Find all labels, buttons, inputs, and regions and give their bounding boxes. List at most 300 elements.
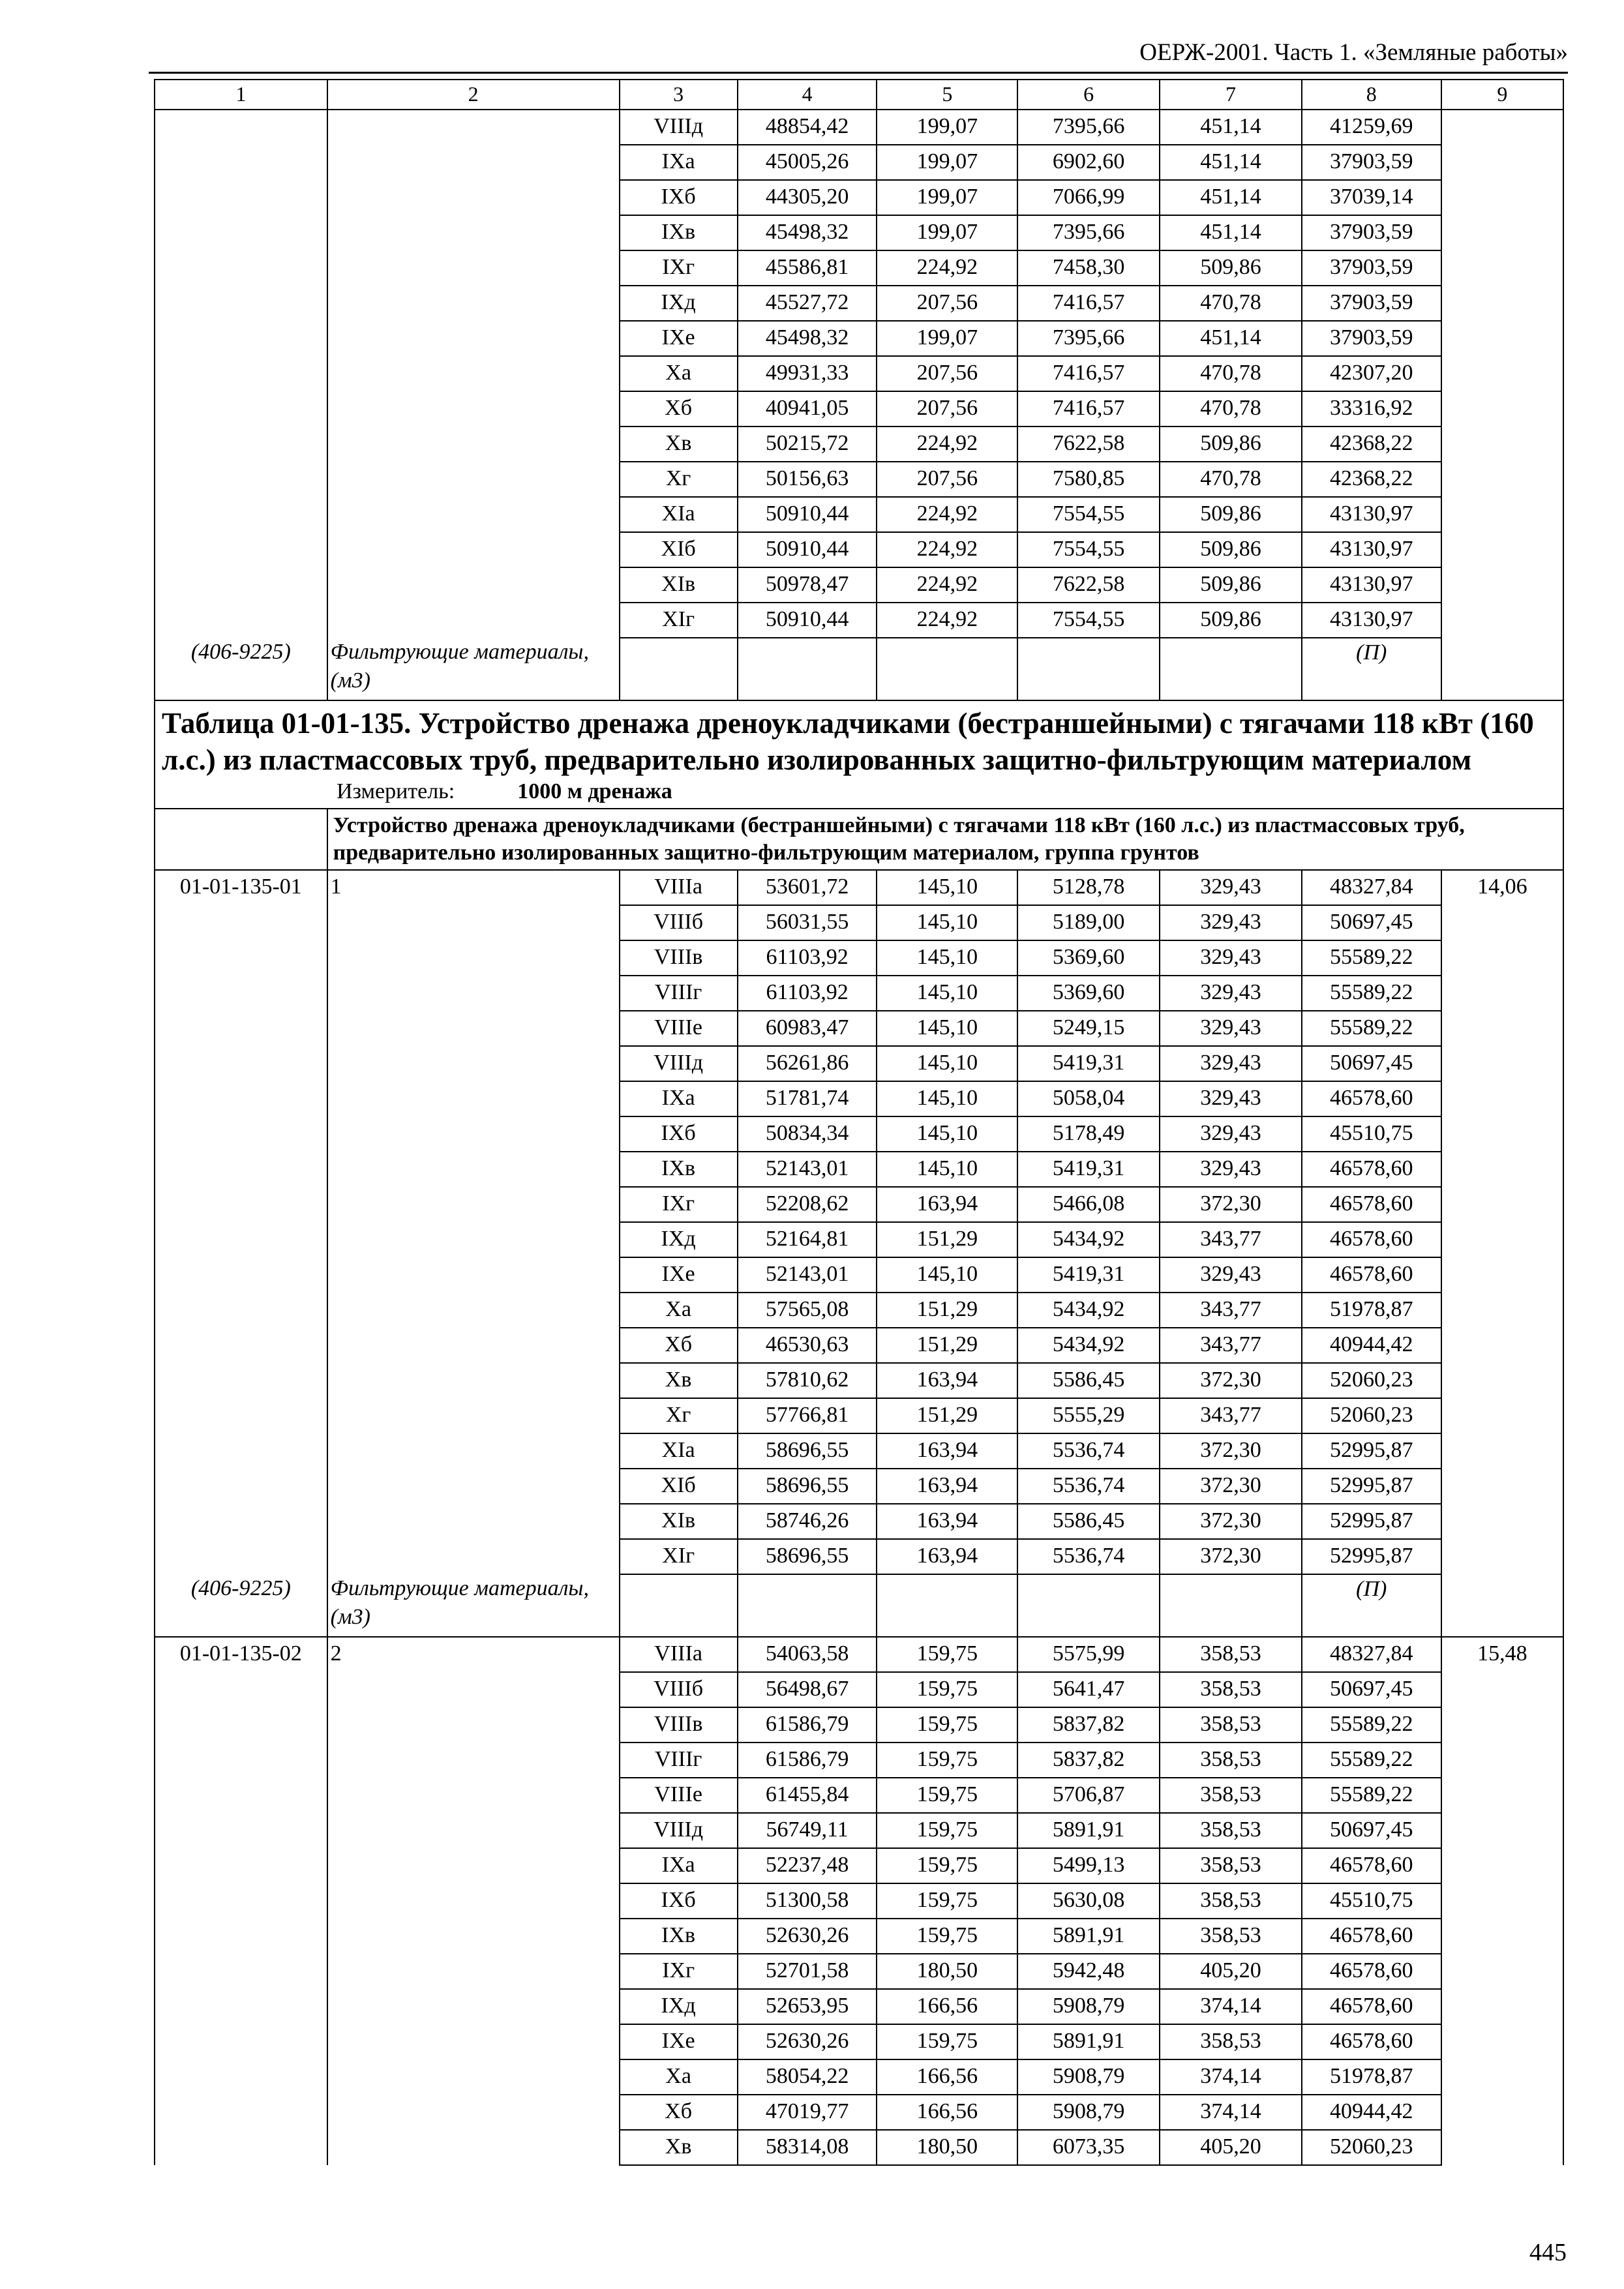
soil-group-cell: XIв [620,1504,738,1539]
rate-name-cell [327,1883,620,1919]
labor-norm-cell [1441,2024,1563,2059]
soil-group-cell: VIIIг [620,976,738,1011]
column-number: 5 [877,80,1017,110]
machinist-wages-cell: 329,43 [1160,870,1302,905]
machinist-wages-cell: 509,86 [1160,532,1302,567]
machinist-wages-cell: 343,77 [1160,1293,1302,1328]
rate-name-cell [327,497,620,532]
soil-group-cell: VIIIв [620,940,738,976]
labor-norm-cell [1441,145,1563,180]
labor-norm-cell [1441,321,1563,356]
material-code-cell: (406-9225) [155,638,327,700]
machinist-wages-cell: 509,86 [1160,567,1302,603]
soil-group-cell: IXв [620,1919,738,1954]
table-row [155,180,1563,215]
materials-cell: 52995,87 [1302,1433,1441,1469]
machinist-wages-cell: 358,53 [1160,1743,1302,1778]
machinist-wages-cell: 358,53 [1160,1707,1302,1743]
rate-code-cell [155,532,327,567]
direct-cost-cell: 52653,95 [738,1989,877,2024]
soil-group-cell: XIб [620,1469,738,1504]
table-row [155,1672,1563,1707]
materials-cell: 37903,59 [1302,215,1441,250]
machinist-wages-cell: 470,78 [1160,286,1302,321]
materials-cell: 45510,75 [1302,1883,1441,1919]
wages-cell: 145,10 [877,1046,1017,1081]
rate-code-cell [155,1954,327,1989]
soil-group-cell: XIв [620,567,738,603]
table-row [155,250,1563,286]
wages-cell: 224,92 [877,603,1017,638]
soil-group-cell: XIа [620,497,738,532]
table-row [155,1116,1563,1152]
labor-norm-cell [1441,356,1563,391]
labor-norm-cell [1441,1152,1563,1187]
rate-name-cell: 1 [327,870,620,905]
soil-group-cell: IXд [620,1989,738,2024]
machinist-wages-cell: 329,43 [1160,1257,1302,1293]
materials-cell: 45510,75 [1302,1116,1441,1152]
wages-cell: 207,56 [877,356,1017,391]
direct-cost-cell: 56749,11 [738,1813,877,1848]
materials-cell: 55589,22 [1302,940,1441,976]
wages-cell: 180,50 [877,1954,1017,1989]
soil-group-cell: IXв [620,215,738,250]
rate-code-cell [155,1919,327,1954]
material-name-cell: Фильтрующие материалы, (м3) [327,1574,620,1637]
empty-cell [1441,1574,1563,1637]
machinist-wages-cell: 343,77 [1160,1222,1302,1257]
rate-code-cell [155,2130,327,2165]
table-row [155,1222,1563,1257]
rate-name-cell [327,1046,620,1081]
rate-code-cell [155,1363,327,1398]
rate-code-cell [155,215,327,250]
soil-group-cell: IXг [620,250,738,286]
labor-norm-cell [1441,1046,1563,1081]
machinery-cell: 5586,45 [1017,1504,1160,1539]
rate-code-cell [155,1989,327,2024]
labor-norm-cell [1441,1398,1563,1433]
direct-cost-cell: 50156,63 [738,462,877,497]
direct-cost-cell: 58314,08 [738,2130,877,2165]
table-row [155,940,1563,976]
labor-norm-cell [1441,532,1563,567]
rate-name-cell [327,2059,620,2095]
materials-cell: 52995,87 [1302,1469,1441,1504]
wages-cell: 166,56 [877,1989,1017,2024]
rates-table-body [155,80,1563,2165]
materials-cell: 55589,22 [1302,1778,1441,1813]
machinery-cell: 5434,92 [1017,1328,1160,1363]
materials-cell: 51978,87 [1302,2059,1441,2095]
rate-name-cell [327,462,620,497]
materials-cell: 50697,45 [1302,905,1441,940]
rate-name-cell [327,1989,620,2024]
materials-cell: 48327,84 [1302,870,1441,905]
soil-group-cell: IXб [620,1883,738,1919]
table-row [155,1743,1563,1778]
machinery-cell: 5908,79 [1017,2095,1160,2130]
machinery-cell: 5536,74 [1017,1539,1160,1574]
direct-cost-cell: 47019,77 [738,2095,877,2130]
soil-group-cell: VIIIб [620,1672,738,1707]
labor-norm-cell [1441,2059,1563,2095]
rate-code-cell [155,905,327,940]
wages-cell: 163,94 [877,1187,1017,1222]
machinery-cell: 5419,31 [1017,1152,1160,1187]
direct-cost-cell: 50910,44 [738,532,877,567]
direct-cost-cell: 45527,72 [738,286,877,321]
measure-line [162,778,1556,805]
table-row [155,976,1563,1011]
machinist-wages-cell: 329,43 [1160,1011,1302,1046]
empty-cell [1441,638,1563,700]
materials-cell: 46578,60 [1302,1257,1441,1293]
machinery-cell: 7416,57 [1017,391,1160,426]
table-title: Таблица 01-01-135. Устройство дренажа дреноукладчиками (бестраншейными) с тягачами 118 кВт (160 л.с.) из пластмассовых труб, предварительно изолированных защитно-фильтрующим материалом [162,707,1534,776]
wages-cell: 224,92 [877,426,1017,462]
rate-code-cell [155,1743,327,1778]
direct-cost-cell: 53601,72 [738,870,877,905]
materials-cell: 52060,23 [1302,1398,1441,1433]
labor-norm-cell [1441,250,1563,286]
header-rule [149,72,1568,74]
rate-code-cell [155,1257,327,1293]
table-row [155,1637,1563,1672]
machinist-wages-cell: 329,43 [1160,940,1302,976]
wages-cell: 145,10 [877,940,1017,976]
soil-group-cell: VIIIа [620,870,738,905]
empty-cell [877,1574,1017,1637]
materials-cell: 46578,60 [1302,1989,1441,2024]
table-row [155,1046,1563,1081]
machinist-wages-cell: 451,14 [1160,180,1302,215]
machinery-cell: 6902,60 [1017,145,1160,180]
machinist-wages-cell: 329,43 [1160,1152,1302,1187]
direct-cost-cell: 50910,44 [738,603,877,638]
rate-name-cell [327,2130,620,2165]
column-number: 6 [1017,80,1160,110]
machinery-cell: 5434,92 [1017,1293,1160,1328]
direct-cost-cell: 58054,22 [738,2059,877,2095]
wages-cell: 166,56 [877,2059,1017,2095]
table-row [155,2059,1563,2095]
table-row [155,1152,1563,1187]
labor-norm-cell [1441,1954,1563,1989]
machinist-wages-cell: 358,53 [1160,1778,1302,1813]
materials-cell: 42307,20 [1302,356,1441,391]
wages-cell: 145,10 [877,1011,1017,1046]
direct-cost-cell: 49931,33 [738,356,877,391]
rate-code-cell [155,1222,327,1257]
material-value-cell: (П) [1302,638,1441,700]
labor-norm-cell [1441,940,1563,976]
rate-name-cell [327,145,620,180]
column-number: 7 [1160,80,1302,110]
column-number-row [155,80,1563,110]
soil-group-cell: IXа [620,1848,738,1883]
direct-cost-cell: 57810,62 [738,1363,877,1398]
rate-code-cell [155,940,327,976]
direct-cost-cell: 45586,81 [738,250,877,286]
machinist-wages-cell: 509,86 [1160,426,1302,462]
direct-cost-cell: 44305,20 [738,180,877,215]
machinery-cell: 5908,79 [1017,1989,1160,2024]
machinist-wages-cell: 372,30 [1160,1539,1302,1574]
machinery-cell: 5942,48 [1017,1954,1160,1989]
labor-norm-cell [1441,603,1563,638]
rate-name-cell [327,940,620,976]
soil-group-cell: Xа [620,1293,738,1328]
labor-norm-cell: 14,06 [1441,870,1563,905]
machinist-wages-cell: 343,77 [1160,1398,1302,1433]
rate-name-cell [327,603,620,638]
machinist-wages-cell: 329,43 [1160,1081,1302,1116]
materials-cell: 43130,97 [1302,567,1441,603]
machinist-wages-cell: 329,43 [1160,1046,1302,1081]
table-row [155,1707,1563,1743]
table-row [155,356,1563,391]
materials-cell: 37903,59 [1302,321,1441,356]
rate-code-cell [155,1469,327,1504]
materials-cell: 48327,84 [1302,1637,1441,1672]
table-row [155,321,1563,356]
direct-cost-cell: 45498,32 [738,215,877,250]
rate-code-cell [155,426,327,462]
rate-name-cell [327,532,620,567]
document-header-title: ОЕРЖ-2001. Часть 1. «Земляные работы» [1139,39,1568,66]
soil-group-cell: Xа [620,356,738,391]
table-row [155,1011,1563,1046]
direct-cost-cell: 57565,08 [738,1293,877,1328]
machinist-wages-cell: 343,77 [1160,1328,1302,1363]
soil-group-cell: IXа [620,145,738,180]
rate-code-cell [155,1328,327,1363]
empty-cell [1160,1574,1302,1637]
labor-norm-cell [1441,462,1563,497]
soil-group-cell: Xв [620,426,738,462]
machinery-cell: 5908,79 [1017,2059,1160,2095]
wages-cell: 159,75 [877,1813,1017,1848]
wages-cell: 163,94 [877,1363,1017,1398]
machinery-cell: 5249,15 [1017,1011,1160,1046]
machinist-wages-cell: 451,14 [1160,215,1302,250]
labor-norm-cell [1441,1883,1563,1919]
wages-cell: 199,07 [877,321,1017,356]
labor-norm-cell [1441,905,1563,940]
soil-group-cell: XIг [620,603,738,638]
labor-norm-cell [1441,426,1563,462]
labor-norm-cell [1441,1363,1563,1398]
rate-code-cell [155,1883,327,1919]
labor-norm-cell [1441,1222,1563,1257]
materials-cell: 43130,97 [1302,603,1441,638]
table-row [155,870,1563,905]
labor-norm-cell [1441,1813,1563,1848]
table-section-header [155,700,1563,809]
machinery-cell: 6073,35 [1017,2130,1160,2165]
rate-code-cell [155,1504,327,1539]
soil-group-cell: VIIIд [620,110,738,145]
rate-code-cell [155,1046,327,1081]
empty-cell [1017,1574,1160,1637]
rate-code-cell [155,356,327,391]
table-row [155,905,1563,940]
labor-norm-cell [1441,1187,1563,1222]
machinery-cell: 5434,92 [1017,1222,1160,1257]
material-row [155,638,1563,700]
wages-cell: 207,56 [877,286,1017,321]
rate-name-cell [327,1011,620,1046]
rate-code-cell [155,976,327,1011]
machinery-cell: 5419,31 [1017,1257,1160,1293]
table-row [155,1883,1563,1919]
soil-group-cell: VIIIе [620,1011,738,1046]
page-number: 445 [1529,2239,1567,2266]
wages-cell: 163,94 [877,1504,1017,1539]
column-number: 8 [1302,80,1441,110]
machinery-cell: 7416,57 [1017,286,1160,321]
soil-group-cell: Xб [620,391,738,426]
rate-code-cell [155,286,327,321]
rate-name-cell [327,1707,620,1743]
rate-code-cell [155,603,327,638]
materials-cell: 43130,97 [1302,532,1441,567]
wages-cell: 199,07 [877,110,1017,145]
material-value-cell: (П) [1302,1574,1441,1637]
machinery-cell: 7458,30 [1017,250,1160,286]
machinery-cell: 7066,99 [1017,180,1160,215]
rate-name-cell [327,1257,620,1293]
rate-name-cell [327,1081,620,1116]
direct-cost-cell: 56498,67 [738,1672,877,1707]
soil-group-cell: Xв [620,2130,738,2165]
soil-group-cell: Xг [620,462,738,497]
rate-name-cell [327,1504,620,1539]
direct-cost-cell: 50910,44 [738,497,877,532]
rate-name-cell [327,1848,620,1883]
machinery-cell: 5536,74 [1017,1469,1160,1504]
wages-cell: 163,94 [877,1433,1017,1469]
rate-name-cell [327,391,620,426]
wages-cell: 159,75 [877,1778,1017,1813]
rate-name-cell [327,1116,620,1152]
machinery-cell: 5837,82 [1017,1707,1160,1743]
wages-cell: 145,10 [877,1081,1017,1116]
rate-name-cell [327,1152,620,1187]
material-name-cell: Фильтрующие материалы, (м3) [327,638,620,700]
table-row [155,1954,1563,1989]
materials-cell: 52995,87 [1302,1504,1441,1539]
labor-norm-cell [1441,567,1563,603]
rate-code-cell [155,1398,327,1433]
materials-cell: 46578,60 [1302,1222,1441,1257]
labor-norm-cell [1441,1672,1563,1707]
rate-name-cell [327,1293,620,1328]
materials-cell: 46578,60 [1302,1152,1441,1187]
wages-cell: 151,29 [877,1293,1017,1328]
rate-code-cell [155,2024,327,2059]
machinist-wages-cell: 405,20 [1160,1954,1302,1989]
labor-norm-cell [1441,1293,1563,1328]
table-row [155,1398,1563,1433]
materials-cell: 40944,42 [1302,2095,1441,2130]
soil-group-cell: VIIIг [620,1743,738,1778]
machinist-wages-cell: 358,53 [1160,1637,1302,1672]
rate-code-cell [155,462,327,497]
materials-cell: 50697,45 [1302,1672,1441,1707]
rate-code-cell [155,1672,327,1707]
soil-group-cell: IXе [620,321,738,356]
machinist-wages-cell: 329,43 [1160,976,1302,1011]
machinist-wages-cell: 470,78 [1160,356,1302,391]
machinery-cell: 7622,58 [1017,426,1160,462]
table-row [155,1187,1563,1222]
labor-norm-cell [1441,1116,1563,1152]
wages-cell: 145,10 [877,1116,1017,1152]
table-row [155,391,1563,426]
rate-code-cell [155,321,327,356]
rate-name-cell [327,567,620,603]
soil-group-cell: XIб [620,532,738,567]
machinist-wages-cell: 372,30 [1160,1504,1302,1539]
soil-group-cell: VIIIб [620,905,738,940]
soil-group-cell: Xб [620,1328,738,1363]
wages-cell: 159,75 [877,2024,1017,2059]
rate-name-cell [327,1469,620,1504]
labor-norm-cell [1441,1469,1563,1504]
direct-cost-cell: 50834,34 [738,1116,877,1152]
materials-cell: 46578,60 [1302,1081,1441,1116]
direct-cost-cell: 52630,26 [738,2024,877,2059]
wages-cell: 207,56 [877,462,1017,497]
rate-name-cell [327,1398,620,1433]
machinist-wages-cell: 358,53 [1160,2024,1302,2059]
table-row [155,1539,1563,1574]
labor-norm-cell [1441,1743,1563,1778]
wages-cell: 159,75 [877,1637,1017,1672]
direct-cost-cell: 58746,26 [738,1504,877,1539]
rate-code-cell [155,1081,327,1116]
machinery-cell: 5466,08 [1017,1187,1160,1222]
table-row [155,2095,1563,2130]
table-row [155,1919,1563,1954]
materials-cell: 52060,23 [1302,2130,1441,2165]
soil-group-cell: VIIIд [620,1046,738,1081]
direct-cost-cell: 52208,62 [738,1187,877,1222]
wages-cell: 159,75 [877,1919,1017,1954]
wages-cell: 199,07 [877,180,1017,215]
machinery-cell: 7580,85 [1017,462,1160,497]
rate-code-cell [155,250,327,286]
labor-norm-cell [1441,1257,1563,1293]
machinist-wages-cell: 358,53 [1160,1883,1302,1919]
rate-name-cell [327,1363,620,1398]
table-row [155,1469,1563,1504]
table-row [155,603,1563,638]
rate-name-cell [327,215,620,250]
materials-cell: 42368,22 [1302,462,1441,497]
rate-name-cell [327,1672,620,1707]
table-row [155,1848,1563,1883]
rate-code-cell [155,1848,327,1883]
materials-cell: 50697,45 [1302,1813,1441,1848]
direct-cost-cell: 58696,55 [738,1539,877,1574]
machinery-cell: 5536,74 [1017,1433,1160,1469]
soil-group-cell: IXд [620,286,738,321]
machinist-wages-cell: 374,14 [1160,2059,1302,2095]
